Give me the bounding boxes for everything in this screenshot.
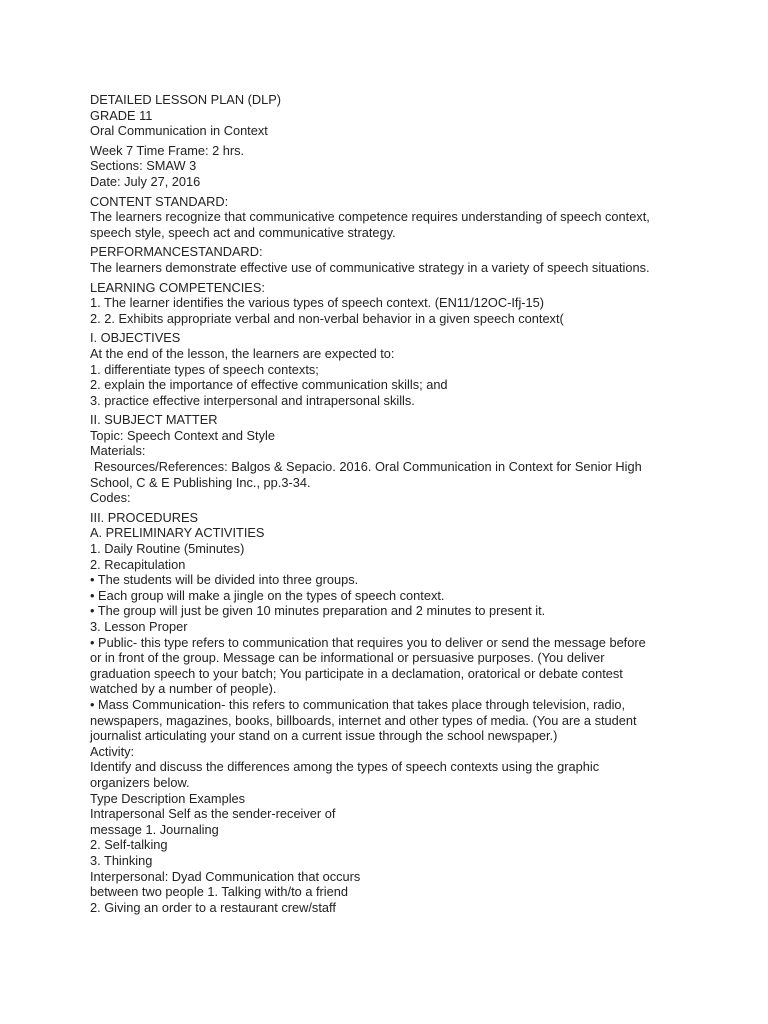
content-standard-text: The learners recognize that communicative competence requires understanding of speech context, [90, 209, 650, 225]
objective-item: 2. explain the importance of effective communication skills; and [90, 377, 448, 393]
procedure-line: 2. Self-talking [90, 837, 168, 853]
procedures-heading: III. PROCEDURES [90, 509, 199, 525]
sections-label: Sections: SMAW 3 [90, 158, 197, 174]
topic-label: Topic: Speech Context and Style [90, 427, 275, 443]
competency-item: 2. 2. Exhibits appropriate verbal and non-verbal behavior in a given speech context( [90, 310, 564, 326]
learning-competencies-heading: LEARNING COMPETENCIES: [90, 279, 265, 295]
procedure-line: Interpersonal: Dyad Communication that occurs [90, 868, 361, 884]
procedure-line: • The students will be divided into three groups. [90, 572, 359, 588]
procedure-line: A. PRELIMINARY ACTIVITIES [90, 525, 265, 541]
lesson-plan-document [90, 92, 690, 915]
performance-standard-heading: PERFORMANCESTANDARD: [90, 244, 263, 260]
procedure-line: Intrapersonal Self as the sender-receiver of [90, 806, 336, 822]
objectives-heading: I. OBJECTIVES [90, 330, 181, 346]
subject-label: Oral Communication in Context [90, 123, 268, 139]
subject-matter-heading: II. SUBJECT MATTER [90, 412, 218, 428]
procedure-line: message 1. Journaling [90, 821, 219, 837]
resources-text: School, C & E Publishing Inc., pp.3-34. [90, 474, 311, 490]
procedure-line: 2. Recapitulation [90, 556, 186, 572]
procedure-line: 1. Daily Routine (5minutes) [90, 541, 245, 557]
procedure-line: • The group will just be given 10 minutes preparation and 2 minutes to present it. [90, 603, 546, 619]
competency-item: 1. The learner identifies the various types of speech context. (EN11/12OC-Ifj-15) [90, 295, 545, 311]
document-title: DETAILED LESSON PLAN (DLP) [90, 92, 282, 107]
procedure-line: • Each group will make a jingle on the types of speech context. [90, 587, 445, 603]
performance-standard-text: The learners demonstrate effective use of communicative strategy in a variety of speech situations. [90, 259, 650, 275]
procedure-line: graduation speech to your batch; You participate in a declamation, oratorical or debate contest [90, 665, 623, 681]
resources-text: Resources/References: Balgos & Sepacio. 2016. Oral Communication in Context for Senior High [94, 459, 642, 475]
grade-label: GRADE 11 [90, 107, 153, 123]
objective-item: 1. differentiate types of speech contexts; [90, 361, 319, 377]
date-label: Date: July 27, 2016 [90, 173, 201, 189]
procedure-line: • Mass Communication- this refers to communication that takes place through television, radio, [90, 696, 626, 712]
procedure-line: journalist articulating your stand on a current issue through the school newspaper.) [90, 728, 558, 744]
procedure-line: Identify and discuss the differences among the types of speech contexts using the graphic [90, 759, 600, 775]
procedure-line: 3. Lesson Proper [90, 619, 188, 634]
objectives-intro: At the end of the lesson, the learners are expected to: [90, 345, 395, 361]
procedure-line: organizers below. [90, 774, 190, 790]
objective-item: 3. practice effective interpersonal and intrapersonal skills. [90, 392, 415, 408]
procedure-line: Type Description Examples [90, 790, 246, 806]
week-time-frame: Week 7 Time Frame: 2 hrs. [90, 142, 245, 158]
procedure-line: newspapers, magazines, books, billboards, internet and other types of media. (You are a student [90, 712, 637, 728]
procedure-line: or in front of the group. Message can be informational or persuasive purposes. (You deliver [90, 650, 605, 666]
procedure-line: 2. Giving an order to a restaurant crew/staff [90, 899, 336, 915]
content-standard-text: speech style, speech act and communicative strategy. [90, 224, 396, 240]
codes-label: Codes: [90, 490, 131, 506]
procedure-line: • Public- this type refers to communication that requires you to deliver or send the message before [90, 634, 646, 650]
procedure-line: 3. Thinking [90, 852, 153, 868]
procedure-line: between two people 1. Talking with/to a friend [90, 884, 348, 900]
procedure-line: Activity: [90, 743, 135, 759]
materials-label: Materials: [90, 443, 146, 459]
content-standard-heading: CONTENT STANDARD: [90, 193, 229, 209]
procedure-line: watched by a number of people). [90, 681, 277, 697]
